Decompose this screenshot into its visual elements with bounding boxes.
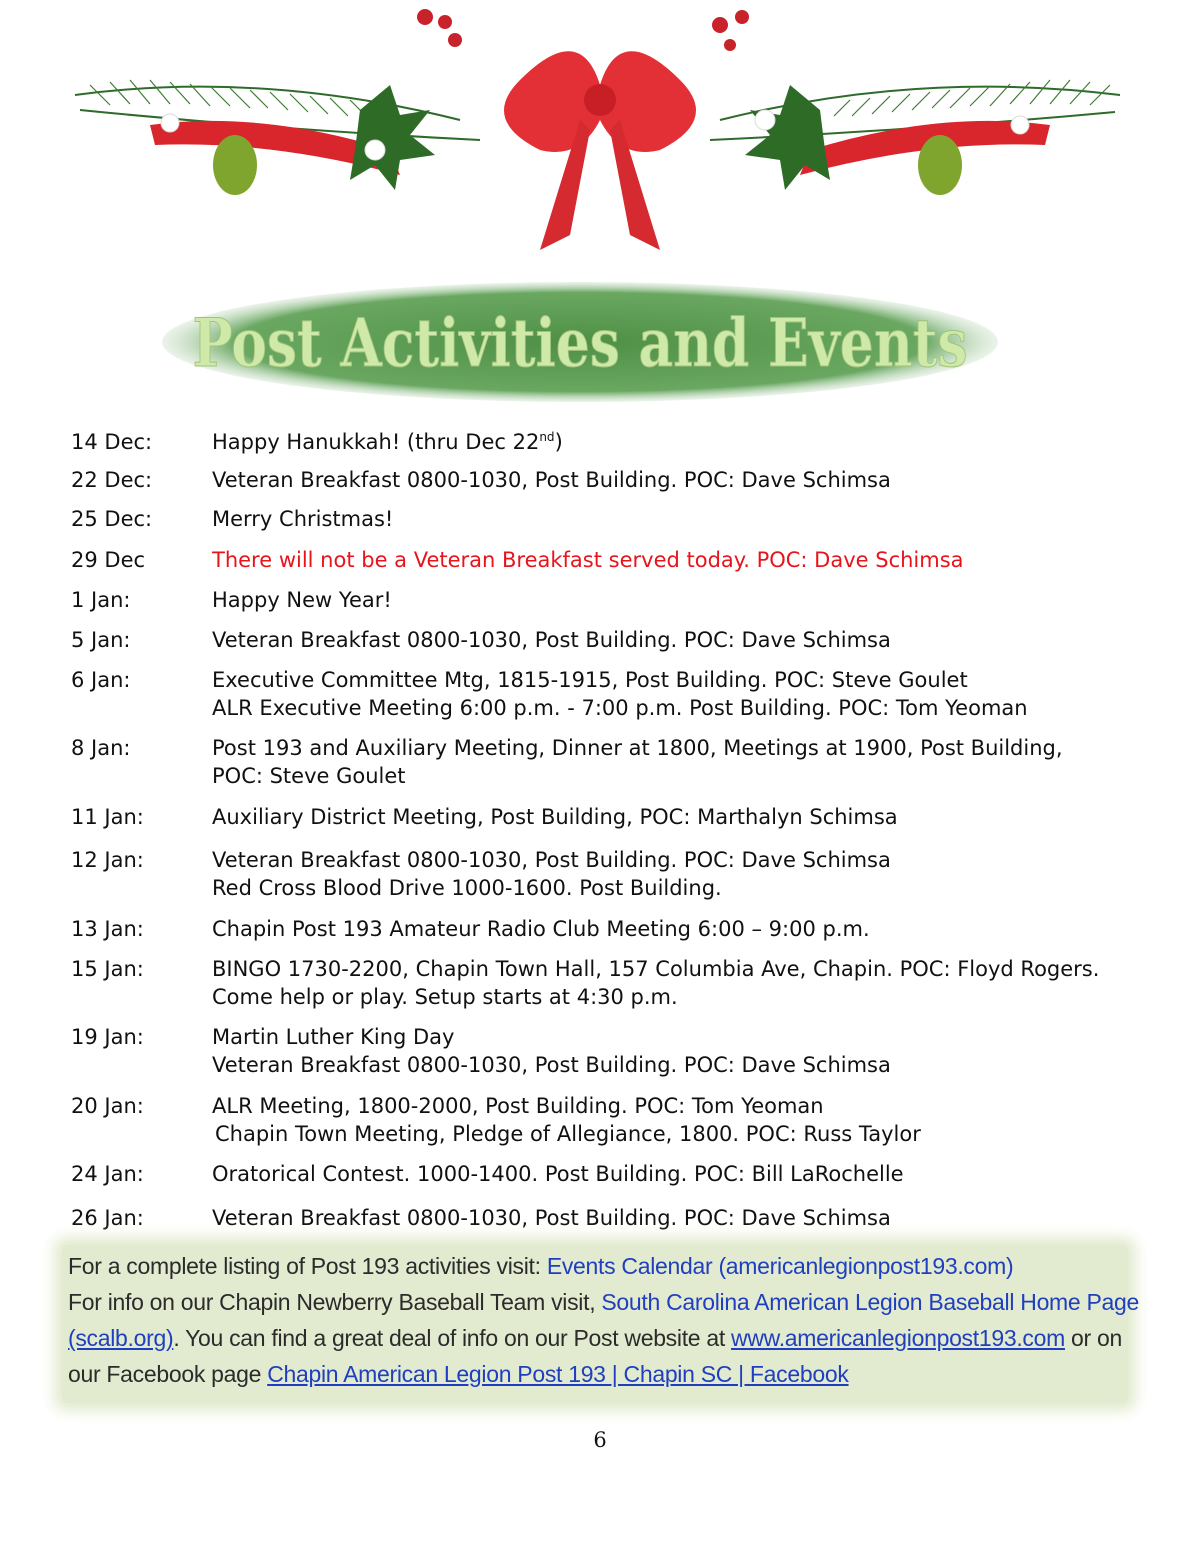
scalb-link[interactable]: (scalb.org) — [68, 1325, 174, 1351]
event-date: 13 Jan: — [71, 917, 144, 941]
event-date: 6 Jan: — [71, 668, 131, 692]
events-calendar-link[interactable]: Events Calendar (americanlegionpost193.com) — [546, 1253, 1014, 1279]
event-date: 24 Jan: — [71, 1162, 144, 1186]
event-date: 29 Dec — [71, 548, 146, 572]
title-banner — [160, 280, 1000, 405]
event-date: 19 Jan: — [71, 1025, 144, 1049]
event-description: Executive Committee Mtg, 1815-1915, Post Building. POC: Steve Goulet ALR Executive Meeting 6:00 p.m. - 7:00 p.m. Post Building. POC: Tom Yeoman — [212, 668, 1028, 720]
event-description: Veteran Breakfast 0800-1030, Post Building. POC: Dave Schimsa Red Cross Blood Drive 1000-1600. Post Building. — [212, 848, 891, 900]
event-description: Merry Christmas! — [212, 507, 394, 531]
facebook-page-link[interactable]: Chapin American Legion Post 193 | Chapin SC | Facebook — [267, 1361, 849, 1387]
event-description: Veteran Breakfast 0800-1030, Post Building. POC: Dave Schimsa — [212, 1206, 891, 1230]
page-number: 6 — [593, 1428, 607, 1452]
facebook-intro-text: our Facebook page — [68, 1361, 268, 1387]
event-description: Auxiliary District Meeting, Post Building, POC: Marthalyn Schimsa — [212, 805, 898, 829]
post-website-link[interactable]: www.americanlegionpost193.com — [731, 1325, 1065, 1351]
page-title: Post Activities and Events — [192, 304, 968, 382]
event-description: Oratorical Contest. 1000-1400. Post Building. POC: Bill LaRochelle — [212, 1162, 904, 1186]
event-date: 25 Dec: — [71, 507, 153, 531]
event-description: Happy New Year! — [212, 588, 392, 612]
event-date: 1 Jan: — [71, 588, 131, 612]
event-description-highlighted: There will not be a Veteran Breakfast served today. POC: Dave Schimsa — [212, 548, 964, 572]
event-date: 14 Dec: — [71, 430, 153, 454]
event-description: Martin Luther King Day Veteran Breakfast 0800-1030, Post Building. POC: Dave Schimsa — [212, 1025, 891, 1077]
event-date: 12 Jan: — [71, 848, 144, 872]
event-description: ALR Meeting, 1800-2000, Post Building. POC: Tom Yeoman Chapin Town Meeting, Pledge of Allegiance, 1800. POC: Russ Taylor — [212, 1094, 921, 1146]
event-description: BINGO 1730-2200, Chapin Town Hall, 157 Columbia Ave, Chapin. POC: Floyd Rogers. Come help or play. Setup starts at 4:30 p.m. — [212, 957, 1100, 1009]
website-intro-text: . You can find a great deal of info on our Post website at — [173, 1325, 732, 1351]
links-text — [68, 1248, 1140, 1392]
event-description: Veteran Breakfast 0800-1030, Post Building. POC: Dave Schimsa — [212, 628, 891, 652]
event-description: Veteran Breakfast 0800-1030, Post Building. POC: Dave Schimsa — [212, 468, 891, 492]
event-description: Happy Hanukkah! (thru Dec 22nd) — [212, 430, 563, 454]
baseball-home-page-link[interactable]: South Carolina American Legion Baseball Home Page — [601, 1289, 1140, 1315]
or-on-text: or on — [1064, 1325, 1122, 1351]
event-date: 8 Jan: — [71, 736, 131, 760]
event-description: Chapin Post 193 Amateur Radio Club Meeting 6:00 – 9:00 p.m. — [212, 917, 870, 941]
event-date: 15 Jan: — [71, 957, 144, 981]
links-intro-text: For a complete listing of Post 193 activities visit: — [68, 1253, 547, 1279]
baseball-intro-text: For info on our Chapin Newberry Baseball Team visit, — [68, 1289, 602, 1315]
event-date: 22 Dec: — [71, 468, 153, 492]
event-date: 20 Jan: — [71, 1094, 144, 1118]
event-date: 5 Jan: — [71, 628, 131, 652]
event-date: 11 Jan: — [71, 805, 144, 829]
holiday-garland-image — [60, 0, 1140, 265]
event-date: 26 Jan: — [71, 1206, 144, 1230]
event-description: Post 193 and Auxiliary Meeting, Dinner at 1800, Meetings at 1900, Post Building, POC: Steve Goulet — [212, 736, 1063, 788]
